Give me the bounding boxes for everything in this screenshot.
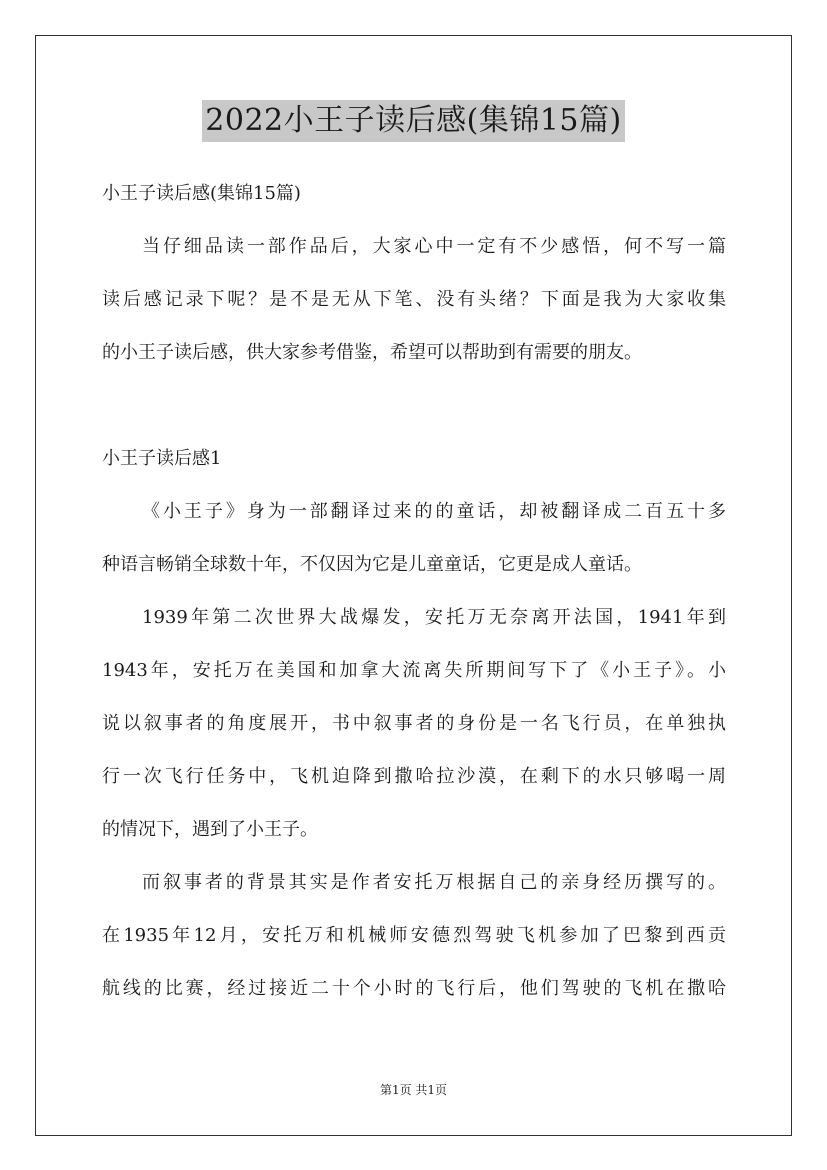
para2-line: 行一次飞行任务中，飞机迫降到撒哈拉沙漠，在剩下的水只够喝一周 [102,766,726,787]
document-body [102,176,726,1024]
intro-line: 当仔细品读一部作品后，大家心中一定有不少感悟，何不写一篇 [142,236,726,257]
spacer [102,388,726,441]
para3-line: 在1935年12月，安托万和机械师安德烈驾驶飞机参加了巴黎到西贡 [102,925,726,946]
para3-line: 航线的比赛，经过接近二十个小时的飞行后，他们驾驶的飞机在撒哈 [102,978,726,999]
document-title: 2022小王子读后感(集锦15篇) [202,100,624,142]
para2-line: 说以叙事者的角度展开，书中叙事者的身份是一名飞行员，在单独执 [102,713,726,734]
title-container [0,100,827,142]
intro-line: 读后感记录下呢？是不是无从下笔、没有头绪？下面是我为大家收集 [102,289,726,310]
para2-line: 1943年，安托万在美国和加拿大流离失所期间写下了《小王子》。小 [102,660,726,681]
section-heading: 小王子读后感1 [102,448,222,469]
para2-line: 的情况下，遇到了小王子。 [102,819,318,840]
page-footer: 第1页 共1页 [379,1083,448,1097]
para1-line: 种语言畅销全球数十年，不仅因为它是儿童童话，它更是成人童话。 [102,554,642,575]
intro-line: 的小王子读后感，供大家参考借鉴，希望可以帮助到有需要的朋友。 [102,342,642,363]
para1-line: 《小王子》身为一部翻译过来的的童话，却被翻译成二百五十多 [142,501,726,522]
para3-line: 而叙事者的背景其实是作者安托万根据自己的亲身经历撰写的。 [142,872,726,893]
para2-line: 1939年第二次世界大战爆发，安托万无奈离开法国，1941年到 [142,607,726,628]
subtitle: 小王子读后感(集锦15篇) [102,183,301,204]
